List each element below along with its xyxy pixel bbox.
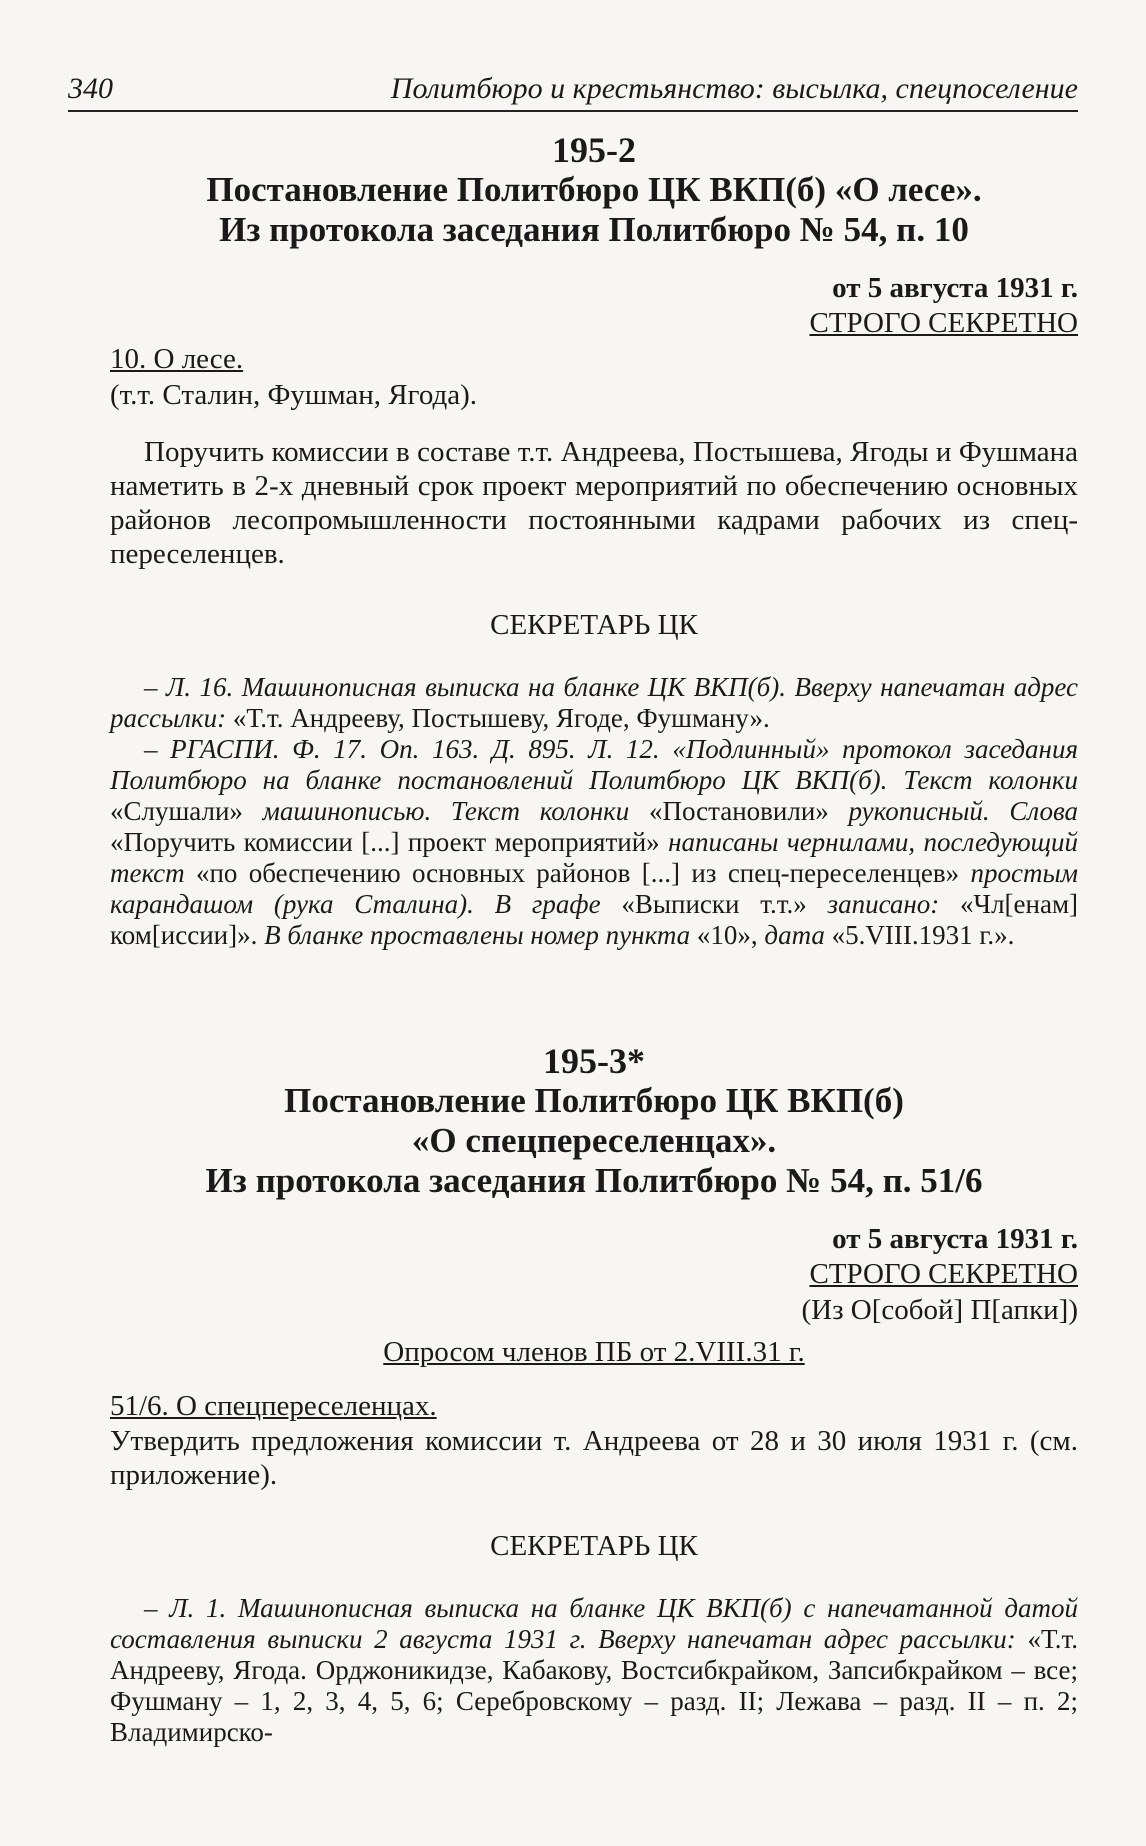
item-participants: (т.т. Сталин, Фушман, Ягода). <box>110 379 478 411</box>
page-content <box>110 130 1078 1748</box>
document-number: 195-2 <box>552 130 636 170</box>
running-title: Политбюро и крестьянство: высылка, спецпоселение <box>390 72 1078 105</box>
document-date: от 5 августа 1931 г. <box>832 272 1078 304</box>
poll-line: Опросом членов ПБ от 2.VIII.31 г. <box>383 1336 805 1368</box>
document-date: от 5 августа 1931 г. <box>832 1223 1078 1255</box>
section-gap <box>110 951 1078 1041</box>
resolution-text: Утвердить предложения комиссии т. Андреева от 28 и 30 июля 1931 г. (см. приложение). <box>110 1425 1078 1491</box>
document-title-line-2: Из протокола заседания Политбюро № 54, п. 10 <box>219 210 969 249</box>
signature: СЕКРЕТАРЬ ЦК <box>490 609 698 641</box>
classification-stamp: СТРОГО СЕКРЕТНО <box>809 1258 1078 1290</box>
item-heading: 51/6. О спецпереселенцах. <box>110 1390 437 1422</box>
document-195-3 <box>110 1041 1078 1748</box>
document-title-line-1: Постановление Политбюро ЦК ВКП(б) <box>284 1081 904 1120</box>
special-folder-note: (Из О[собой] П[апки]) <box>801 1294 1078 1326</box>
archival-note-1: – Л. 1. Машинописная выписка на бланке ЦК ВКП(б) с напечатанной датой составления выписки 2 августа 1931 г. Вверху напечатан адрес рассылки: «Т.т. Андрееву, Ягода. Орджоникидзе, Кабакову, Востсибкрайком, Запсибкрайком – все; Фушману – 1, 2, 3, 4, 5, 6; Серебровскому – разд. II; Лежава – разд. II – п. 2; Владимирско- <box>110 1593 1079 1747</box>
page-header <box>68 72 1078 112</box>
document-number: 195-3* <box>543 1041 645 1081</box>
resolution-text: Поручить комиссии в составе т.т. Андреева, Постышева, Ягоды и Фушмана наметить в 2-х дневный срок проект мероприятий по обеспечению основных районов лесопромышленности постоянными кадрами рабочих из спец-переселенцев. <box>110 436 1078 570</box>
document-title-line-1: Постановление Политбюро ЦК ВКП(б) «О лесе». <box>206 170 982 209</box>
document-195-2 <box>110 130 1078 951</box>
classification-stamp: СТРОГО СЕКРЕТНО <box>809 307 1078 339</box>
signature: СЕКРЕТАРЬ ЦК <box>490 1530 698 1562</box>
document-title-line-2: «О спецпереселенцах». <box>411 1121 777 1160</box>
page-number: 340 <box>68 72 113 105</box>
archival-note-2: – РГАСПИ. Ф. 17. Оп. 163. Д. 895. Л. 12. «Подлинный» протокол заседания Политбюро на бланке постановлений Политбюро ЦК ВКП(б). Текст колонки «Слушали» машинописью. Текст колонки «Постановили» рукописный. Слова «Поручить комиссии [...] проект мероприятий» написаны чернилами, последующий текст «по обеспечению основных районов [...] из спец-переселенцев» простым карандашом (рука Сталина). В графе «Выписки т.т.» записано: «Чл[енам] ком[иссии]». В бланке проставлены номер пункта «10», дата «5.VIII.1931 г.». <box>110 734 1079 950</box>
document-title-line-3: Из протокола заседания Политбюро № 54, п. 51/6 <box>205 1161 983 1200</box>
archival-note-1: – Л. 16. Машинописная выписка на бланке ЦК ВКП(б). Вверху напечатан адрес рассылки: «Т.т. Андрееву, Постышеву, Ягоде, Фушману». <box>110 672 1078 733</box>
item-heading: 10. О лесе. <box>110 343 244 375</box>
